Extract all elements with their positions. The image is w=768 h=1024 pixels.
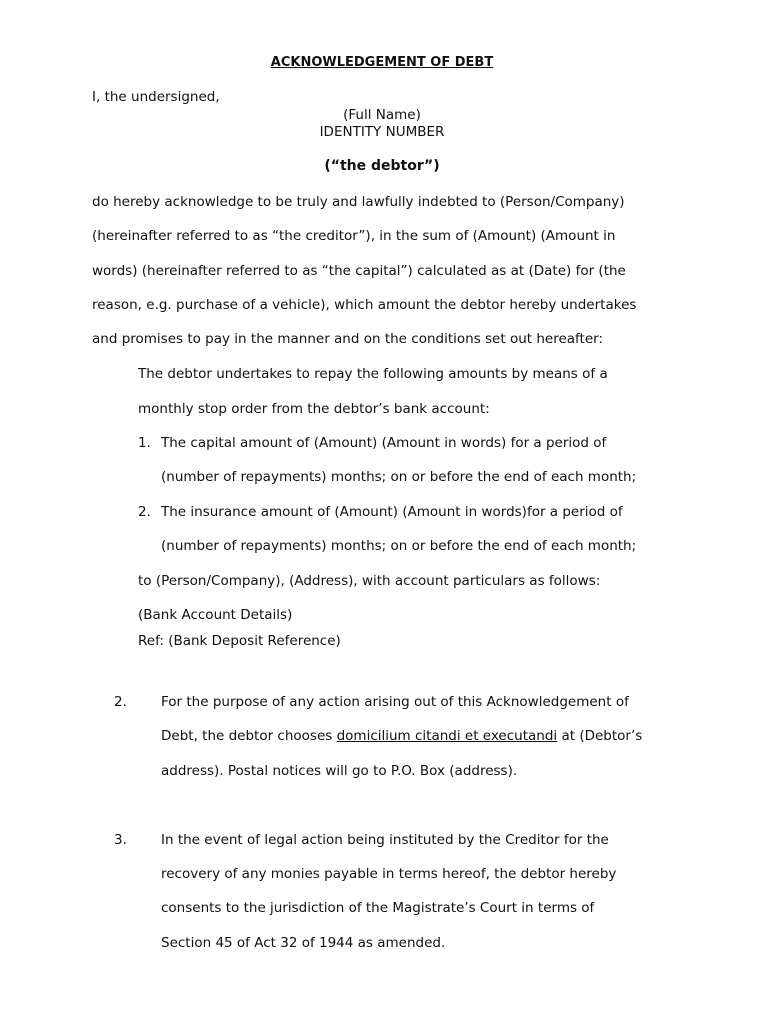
bank-reference: Ref: (Bank Deposit Reference) — [138, 633, 341, 649]
clause-text: Debt, the debtor chooses — [161, 728, 337, 744]
body-line: do hereby acknowledge to be truly and lawfully indebted to (Person/Company) — [92, 194, 625, 210]
list-number: 2. — [138, 504, 151, 520]
debtor-label: (“the debtor”) — [324, 158, 440, 174]
clause-line: recovery of any monies payable in terms hereof, the debtor hereby — [161, 866, 617, 882]
clause-line — [161, 728, 642, 744]
undertake-line: monthly stop order from the debtor’s bank account: — [138, 401, 490, 417]
undertake-line: The debtor undertakes to repay the following amounts by means of a — [138, 366, 608, 382]
clause-line: For the purpose of any action arising out of this Acknowledgement of — [161, 694, 629, 710]
body-line: words) (hereinafter referred to as “the capital”) calculated as at (Date) for (the — [92, 263, 626, 279]
clause-line: address). Postal notices will go to P.O. Box (address). — [161, 763, 518, 779]
clause-line: In the event of legal action being instituted by the Creditor for the — [161, 832, 609, 848]
bank-details: (Bank Account Details) — [138, 607, 293, 623]
list-item-line: (number of repayments) months; on or before the end of each month; — [161, 469, 637, 485]
clause-line: consents to the jurisdiction of the Magistrate’s Court in terms of — [161, 900, 595, 916]
identity-number: IDENTITY NUMBER — [319, 124, 445, 140]
domicilium-term: domicilium citandi et executandi — [336, 728, 558, 744]
full-name-placeholder: (Full Name) — [343, 107, 421, 123]
list-item-line: The insurance amount of (Amount) (Amount in words)for a period of — [161, 504, 623, 520]
clause-number: 2. — [114, 694, 127, 710]
to-line: to (Person/Company), (Address), with account particulars as follows: — [138, 573, 601, 589]
list-item-line: The capital amount of (Amount) (Amount in words) for a period of — [161, 435, 607, 451]
body-line: (hereinafter referred to as “the creditor”), in the sum of (Amount) (Amount in — [92, 228, 616, 244]
list-number: 1. — [138, 435, 151, 451]
body-line: reason, e.g. purchase of a vehicle), which amount the debtor hereby undertakes — [92, 297, 637, 313]
clause-number: 3. — [114, 832, 127, 848]
body-line: and promises to pay in the manner and on the conditions set out hereafter: — [92, 331, 604, 347]
clause-text: at (Debtor’s — [557, 728, 643, 744]
intro-text: I, the undersigned, — [92, 89, 220, 105]
clause-line: Section 45 of Act 32 of 1944 as amended. — [161, 935, 446, 951]
document-title: ACKNOWLEDGEMENT OF DEBT — [270, 55, 494, 70]
list-item-line: (number of repayments) months; on or before the end of each month; — [161, 538, 637, 554]
